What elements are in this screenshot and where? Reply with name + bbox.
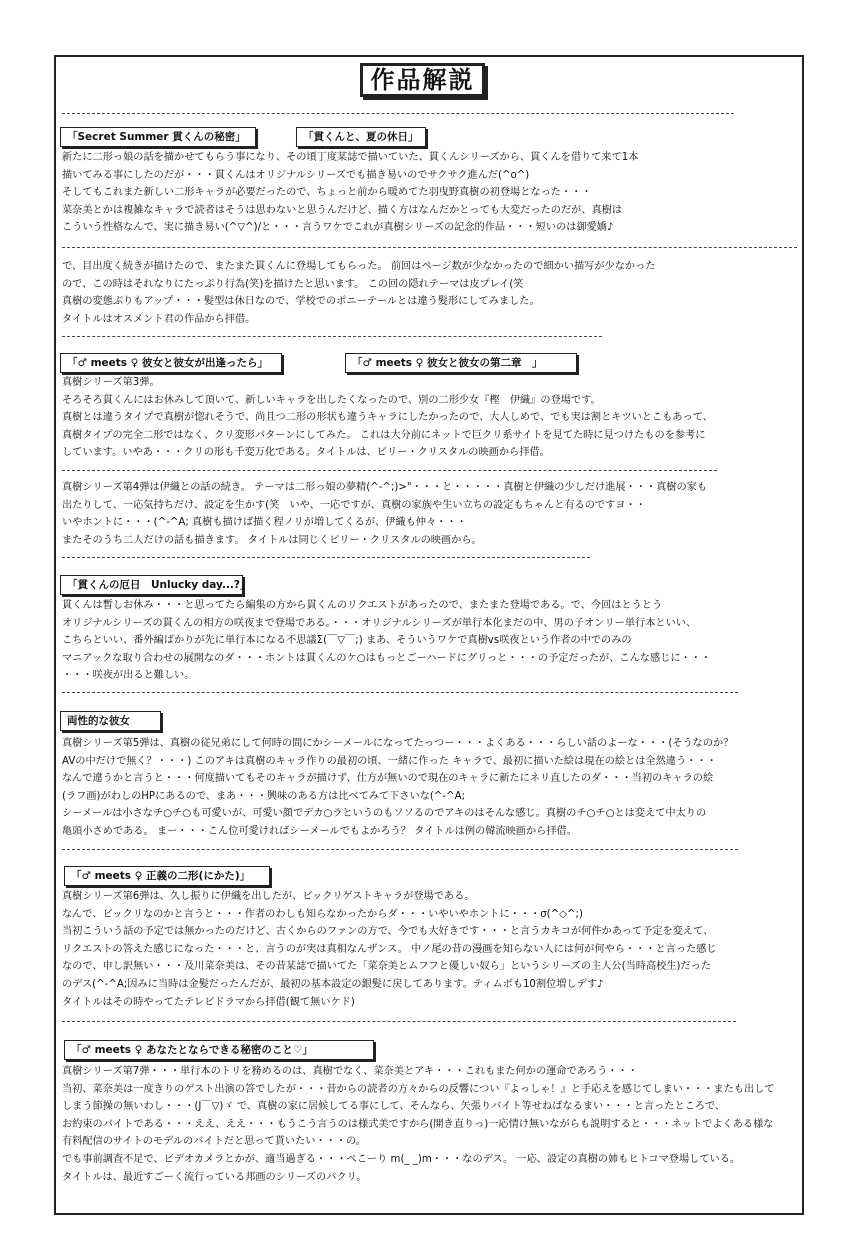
section-1-text — [62, 149, 792, 237]
page-title: 作品解説 — [360, 63, 485, 97]
divider — [62, 849, 738, 850]
section-label-meets-4: 「♂ meets ♀ あなたとならできる秘密のこと♡」 — [64, 1040, 374, 1060]
divider — [62, 247, 797, 248]
text-line: タイトルは、最近すごーく流行っている邦画のシリーズのパクリ。 — [62, 1171, 367, 1183]
text-line: 出たりして、一応気持ちだけ、設定を生かす(笑 いや、一応ですが、真樹の家族や生い立ちの設定もちゃんと有るのですヨ・・ — [62, 499, 646, 511]
section-2-text-2 — [62, 479, 792, 549]
text-line: でも事前調査不足で、ビデオカメラとかが、適当過ぎる・・・ぺこーり m(_ _)m・・・なのデス。 一応、設定の真樹の姉もヒトコマ登場している。 — [62, 1153, 741, 1165]
text-line: 真樹シリーズ第7弾・・・単行本のトリを務めるのは、真樹でなく、菜奈美とアキ・・・これもまた何かの運命であろう・・・ — [62, 1066, 638, 1077]
section-label-meets-1: 「♂ meets ♀ 彼女と彼女が出逢ったら」 — [60, 353, 282, 373]
text-line: で、目出度く続きが描けたので、またまた貫くんに登場してもらった。 前回はページ数が少なかったので細かい描写が少なかった — [62, 261, 656, 272]
text-line: なんで違うかと言うと・・・何度描いてもそのキャラが描けず、仕方が無いので現在のキャラに新たにネリ直したのダ・・・当初のキャラの絵 — [62, 773, 714, 785]
divider — [62, 113, 734, 114]
text-line: しています。いやあ・・・クリの形も千変万化である。タイトルは、ビリー・クリスタルの映画から拝借。 — [62, 447, 550, 459]
text-line: (ラフ画)がわしのHPにあるので、まあ・・・興味のある方は比べてみて下さいな(^-^A; — [62, 790, 466, 802]
text-line: 有料配信のサイトのモデルのバイトだと思って貰いたい・・・の。 — [62, 1136, 366, 1148]
text-line: 新たに二形っ娘の話を描かせてもらう事になり、その頃丁度某誌で描いていた、貫くんシリーズから、貫くんを借りて来て1本 — [62, 152, 639, 163]
text-line: こちらといい、番外編ばかりが先に単行本になる不思議Σ(￣▽￣;) まあ、そういうワケで真樹vs咲夜という作者の中でのみの — [62, 635, 632, 647]
section-label-androgynous: 両性的な彼女 — [60, 711, 161, 731]
divider — [62, 470, 717, 471]
text-line: 真樹タイプの完全二形ではなく、クリ変形パターンにしてみた。 これは大分前にネットで巨クリ系サイトを見てた時に見つけたものを参考に — [62, 429, 706, 441]
text-line: こういう性格なんで、実に描き易い(^▽^)/と・・・言うワケでこれが真樹シリーズの記念的作品・・・短いのは御愛嬌♪ — [62, 222, 614, 234]
text-line: そろそろ貫くんにはお休みして頂いて、新しいキャラを出したくなったので、別の二形少女『樫 伊織』の登場です。 — [62, 394, 601, 406]
section-4-text — [62, 735, 792, 841]
text-line: お約束のバイトである・・・ええ、ええ・・・もうこう言うのは様式美ですから(開き直りっ)一応情け無いながらも説明すると・・・ネットでよくある様な — [62, 1118, 774, 1130]
section-5-text — [62, 888, 792, 1011]
text-line: 真樹シリーズ第3弾。 — [62, 377, 160, 388]
text-line: 真樹シリーズ第5弾は、真樹の従兄弟にして何時の間にかシーメールになってたっつー・・・よくある・・・らしい話のよーな・・・(そうなのか？ — [62, 738, 734, 749]
text-line: ・・・咲夜が出ると難しい。 — [62, 670, 195, 682]
divider — [62, 557, 590, 558]
text-line: 貫くんは暫しお休み・・・と思ってたら編集の方から貫くんのリクエストがあったので、またまた登場である。で、今回はとうとう — [62, 600, 663, 611]
text-line: 菜奈美とかは複雑なキャラで読者はそうは思わないと思うんだけど、描く方はなんだかとっても大変だったのだが、真樹は — [62, 204, 623, 216]
text-line: 真樹の変態ぶりもアップ・・・髪型は休日なので、学校でのポニーテールとは違う髪形にしてみました。 — [62, 296, 540, 308]
divider — [62, 1021, 736, 1022]
section-label-meets-2: 「♂ meets ♀ 彼女と彼女の第二章 」 — [345, 353, 577, 373]
text-line: 亀頭小さめである。 まー・・・こん位可愛ければシーメールでもよかろう？ タイトルは例の韓流映画から拝借。 — [62, 825, 577, 837]
text-line: のデス(^-^A;因みに当時は金髪だったんだが、最初の基本設定の銀髪に戻してあります。ティムポも10割位増しデす♪ — [62, 978, 604, 990]
text-line: 当初、菜奈美は一度きりのゲスト出演の答でしたが・・・昔からの読者の方々からの反響につい『よっしゃ！』と手応えを感じてしまい・・・またも出して — [62, 1083, 775, 1095]
text-line: タイトルはオスメント君の作品から拝借。 — [62, 313, 256, 325]
text-line: 真樹シリーズ第4弾は伊織との話の続き。 テーマは二形っ娘の夢精(^-^;)>"・・・と・・・・・真樹と伊織の少しだけ進展・・・真樹の家も — [62, 482, 708, 493]
text-line: ので、この時はそれなりにたっぷり行為(笑)を描けたと思います。 この回の隠れテーマは皮プレイ(笑 — [62, 278, 524, 290]
divider — [62, 692, 738, 693]
text-line: マニアックな取り合わせの展開なのダ・・・ホントは貫くんのケ○はもっとごーハードにグリっと・・・の予定だったが、こんな感じに・・・ — [62, 652, 712, 664]
section-label-unlucky-day: 「貫くんの厄日 Unlucky day...?」 — [60, 575, 243, 595]
text-line: なんで、ビックリなのかと言うと・・・作者のわしも知らなかったからダ・・・いやいやホントに・・・σ(^◇^;) — [62, 908, 583, 920]
divider — [62, 336, 602, 337]
text-line: いやホントに・・・(^-^A; 真樹も描けば描く程ノリが増してくるが、伊織も仲々・・・ — [62, 517, 467, 529]
text-line: 真樹シリーズ第6弾は、久し振りに伊織を出したが、ビックリゲストキャラが登場である。 — [62, 891, 475, 902]
text-line: 当初こういう話の予定では無かったのだけど、古くからのファンの方で、今でも大好きです・・・と言うカキコが何件かあって予定を変えて、 — [62, 926, 714, 938]
text-line: オリジナルシリーズの貫くんの相方の咲夜まで登場である。・・・オリジナルシリーズが単行本化まだの中、男の子オンリー単行本といい、 — [62, 617, 697, 629]
text-line: シーメールは小さなチ○チ○も可愛いが、可愛い顔でデカ○ラというのもソソるのでアキのはそんな感じ。真樹のチ○チ○とは変えて中太りの — [62, 808, 707, 820]
text-line: AVの中だけで無く？・・・) このアキは真樹のキャラ作りの最初の頃、一緒に作った キャラで、最初に描いた絵は現在の絵とは全然違う・・・ — [62, 755, 717, 767]
text-line: なので、申し訳無い・・・及川菜奈美は、その昔某誌で描いてた「菜奈美とムフフと優しい奴ら」というシリーズの主人公(当時高校生)だった — [62, 961, 712, 973]
section-label-secret-summer: 「Secret Summer 貫くんの秘密」 — [60, 127, 256, 147]
section-label-summer-holiday: 「貫くんと、夏の休日」 — [296, 127, 426, 147]
text-line: またそのうち二人だけの話も描きます。 タイトルは同じくビリー・クリスタルの映画から。 — [62, 534, 482, 546]
section-3-text — [62, 597, 792, 685]
text-line: リクエストの答えた感じになった・・・と、言うのが実は真相なんザンス。 中ノ尾の昔の漫画を知らない人には何が何やら・・・と言った感じ — [62, 943, 717, 955]
text-line: 真樹とは違うタイプで真樹が惚れそうで、尚且つ二形の形状も違うキャラにしたかったので、大人しめで、でも実は割とキツいとこもあって、 — [62, 412, 713, 424]
text-line: タイトルはその時やってたテレビドラマから拝借(観て無いケド) — [62, 996, 355, 1008]
section-label-meets-3: 「♂ meets ♀ 正義の二形(にかた)」 — [64, 866, 270, 886]
text-line: 描いてみる事にしたのだが・・・貫くんはオリジナルシリーズでも描き易いのでサクサク進んだ(^o^) — [62, 169, 530, 181]
section-2-text — [62, 374, 792, 462]
text-line: しまう節操の無いわし・・・(J￣▽)ゞ で、真樹の家に居候してる事にして、そんなら、矢張りバイト等せねばなるまい・・・と言ったところで、 — [62, 1101, 726, 1113]
section-1-text-2 — [62, 258, 792, 328]
text-line: そしてもこれまた新しい二形キャラが必要だったので、ちょっと前から暖めてた羽曳野真樹の初登場となった・・・ — [62, 187, 592, 199]
section-6-text — [62, 1063, 792, 1186]
